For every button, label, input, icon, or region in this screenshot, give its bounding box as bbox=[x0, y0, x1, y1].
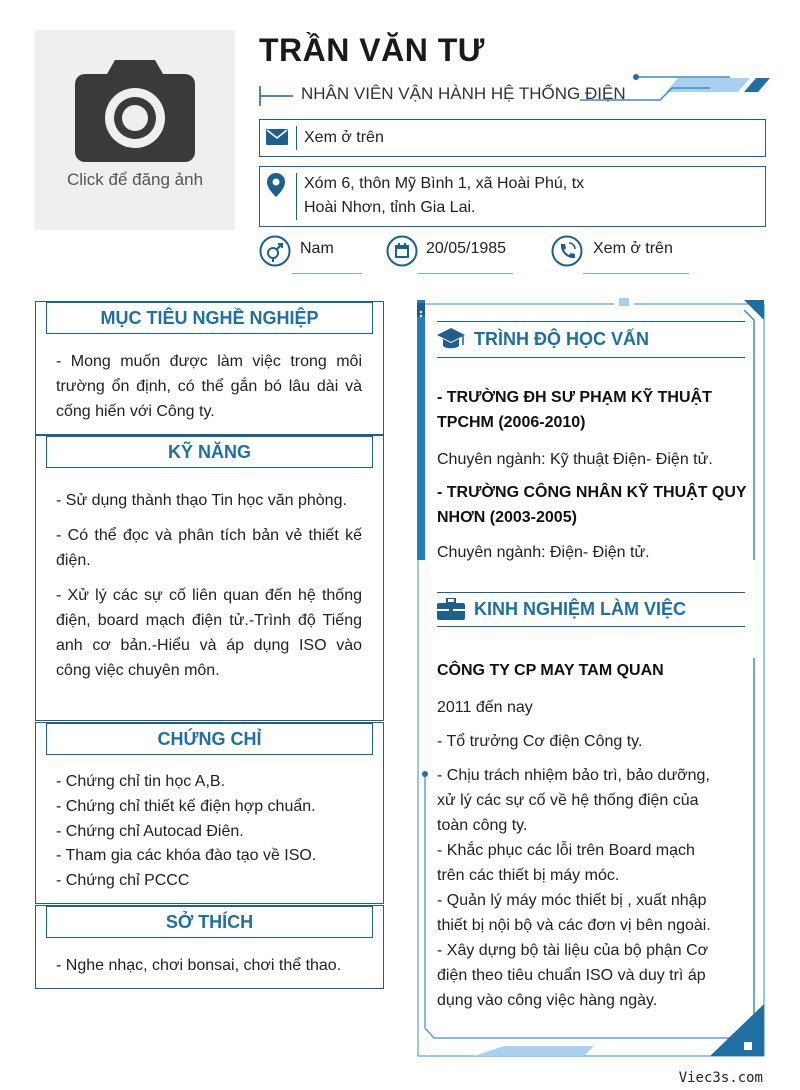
skill-item: - Xử lý các sự cố liên quan đến hệ thống điện, board mạch điện tử.-Trình độ Tiếng anh cơ bản.-Hiểu và áp dụng ISO vào công việc chuyên môn. bbox=[56, 587, 362, 679]
calendar-icon bbox=[386, 235, 418, 267]
photo-caption: Click để đăng ảnh bbox=[66, 170, 204, 189]
location-pin-icon bbox=[267, 173, 285, 197]
skill-item: - Sử dụng thành thạo Tin học văn phòng. bbox=[56, 492, 347, 509]
address-box bbox=[259, 166, 766, 227]
envelope-icon bbox=[266, 129, 288, 145]
hobbies-section bbox=[35, 905, 384, 989]
experience-duty-line: xử lý các sự cố về hệ thống điện của bbox=[437, 792, 699, 809]
job-title: NHÂN VIÊN VẬN HÀNH HỆ THỐNG ĐIỆN bbox=[301, 84, 626, 103]
objective-section bbox=[35, 301, 384, 435]
education-school-1-years: TPCHM (2006-2010) bbox=[437, 414, 586, 431]
certificates-title: CHỨNG CHỈ bbox=[46, 723, 373, 755]
certificate-item: - Chứng chỉ Autocad Điên. bbox=[56, 822, 244, 840]
address-line-2: Hoài Nhơn, tỉnh Gia Lai. bbox=[304, 199, 476, 216]
skill-item: - Có thể đọc và phân tích bản vẻ thiết kế điện. bbox=[56, 527, 362, 569]
experience-duty-line: điện theo tiêu chuẩn ISO và duy trì áp bbox=[437, 967, 706, 984]
experience-rule-bottom bbox=[437, 626, 745, 627]
address-line-1: Xóm 6, thôn Mỹ Bình 1, xã Hoài Phú, tx bbox=[304, 175, 585, 192]
objective-text: - Mong muốn được làm việc trong môi trường ổn định, có thể gắn bó lâu dài và cống hiến với Công ty. bbox=[56, 353, 362, 420]
objective-title: MỤC TIÊU NGHỀ NGHIỆP bbox=[46, 302, 373, 334]
birthday-underline bbox=[418, 273, 513, 274]
phone-value: Xem ở trên bbox=[593, 240, 673, 257]
education-rule-top bbox=[437, 321, 745, 322]
certificate-item: - Tham gia các khóa đào tạo về ISO. bbox=[56, 847, 317, 865]
experience-duty-line: thiết bị nội bộ và các đơn vị bên ngoài. bbox=[437, 917, 711, 934]
gender-underline bbox=[292, 273, 362, 274]
education-school-2: - TRƯỜNG CÔNG NHÂN KỸ THUẬT QUY bbox=[437, 484, 747, 501]
experience-company: CÔNG TY CP MAY TAM QUAN bbox=[437, 662, 664, 679]
hobbies-text: - Nghe nhạc, chơi bonsai, chơi thể thao. bbox=[56, 957, 342, 974]
title-bracket-icon bbox=[259, 86, 295, 106]
certificate-item: - Chứng chỉ tin học A,B. bbox=[56, 773, 226, 790]
email-box bbox=[259, 119, 766, 157]
briefcase-icon bbox=[437, 598, 465, 620]
birthday-value: 20/05/1985 bbox=[426, 240, 507, 257]
certificate-item: - Chứng chỉ PCCC bbox=[56, 872, 190, 889]
phone-underline bbox=[583, 273, 689, 274]
hobbies-title: SỞ THÍCH bbox=[46, 906, 373, 938]
experience-duty-line: - Chịu trách nhiệm bảo trì, bảo dưỡng, bbox=[437, 767, 710, 784]
education-school-1: - TRƯỜNG ĐH SƯ PHẠM KỸ THUẬT bbox=[437, 389, 712, 406]
candidate-name: TRẦN VĂN TƯ bbox=[259, 32, 485, 68]
experience-duty-line: - Quản lý máy móc thiết bị , xuất nhập bbox=[437, 892, 707, 909]
gender-value: Nam bbox=[300, 240, 334, 257]
certificate-item: - Chứng chỉ thiết kế điện hợp chuẩn. bbox=[56, 797, 316, 815]
experience-duty-line: trên các thiết bị máy móc. bbox=[437, 867, 620, 884]
experience-duty-line: toàn công ty. bbox=[437, 817, 528, 834]
photo-upload[interactable] bbox=[35, 30, 235, 230]
education-major-2: Chuyên ngành: Điện- Điện tử. bbox=[437, 544, 650, 561]
experience-position: - Tổ trưởng Cơ điện Công ty. bbox=[437, 733, 643, 750]
circuit-decoration bbox=[560, 72, 775, 106]
graduation-cap-icon bbox=[437, 326, 465, 352]
education-school-2-years: NHƠN (2003-2005) bbox=[437, 509, 577, 526]
education-major-1: Chuyên ngành: Kỹ thuật Điện- Điện tử. bbox=[437, 451, 713, 468]
certificates-section bbox=[35, 722, 384, 904]
experience-title: KINH NGHIỆM LÀM VIỆC bbox=[474, 599, 687, 619]
watermark: Viec3s.com bbox=[678, 1070, 763, 1086]
skills-section bbox=[35, 435, 384, 721]
gender-icon bbox=[259, 235, 291, 267]
camera-icon bbox=[75, 58, 195, 164]
education-rule-bottom bbox=[437, 357, 745, 358]
experience-duty-line: dụng vào công việc hàng ngày. bbox=[437, 992, 658, 1009]
experience-rule-top bbox=[437, 592, 745, 593]
education-title: TRÌNH ĐỘ HỌC VẤN bbox=[474, 329, 649, 349]
skills-title: KỸ NĂNG bbox=[46, 436, 373, 468]
experience-duty-line: - Xây dựng bộ tài liệu của bộ phận Cơ bbox=[437, 942, 709, 959]
experience-period: 2011 đến nay bbox=[437, 699, 533, 716]
phone-icon bbox=[551, 235, 583, 267]
email-value: Xem ở trên bbox=[304, 129, 384, 146]
experience-duty-line: - Khắc phục các lỗi trên Board mạch bbox=[437, 842, 695, 859]
